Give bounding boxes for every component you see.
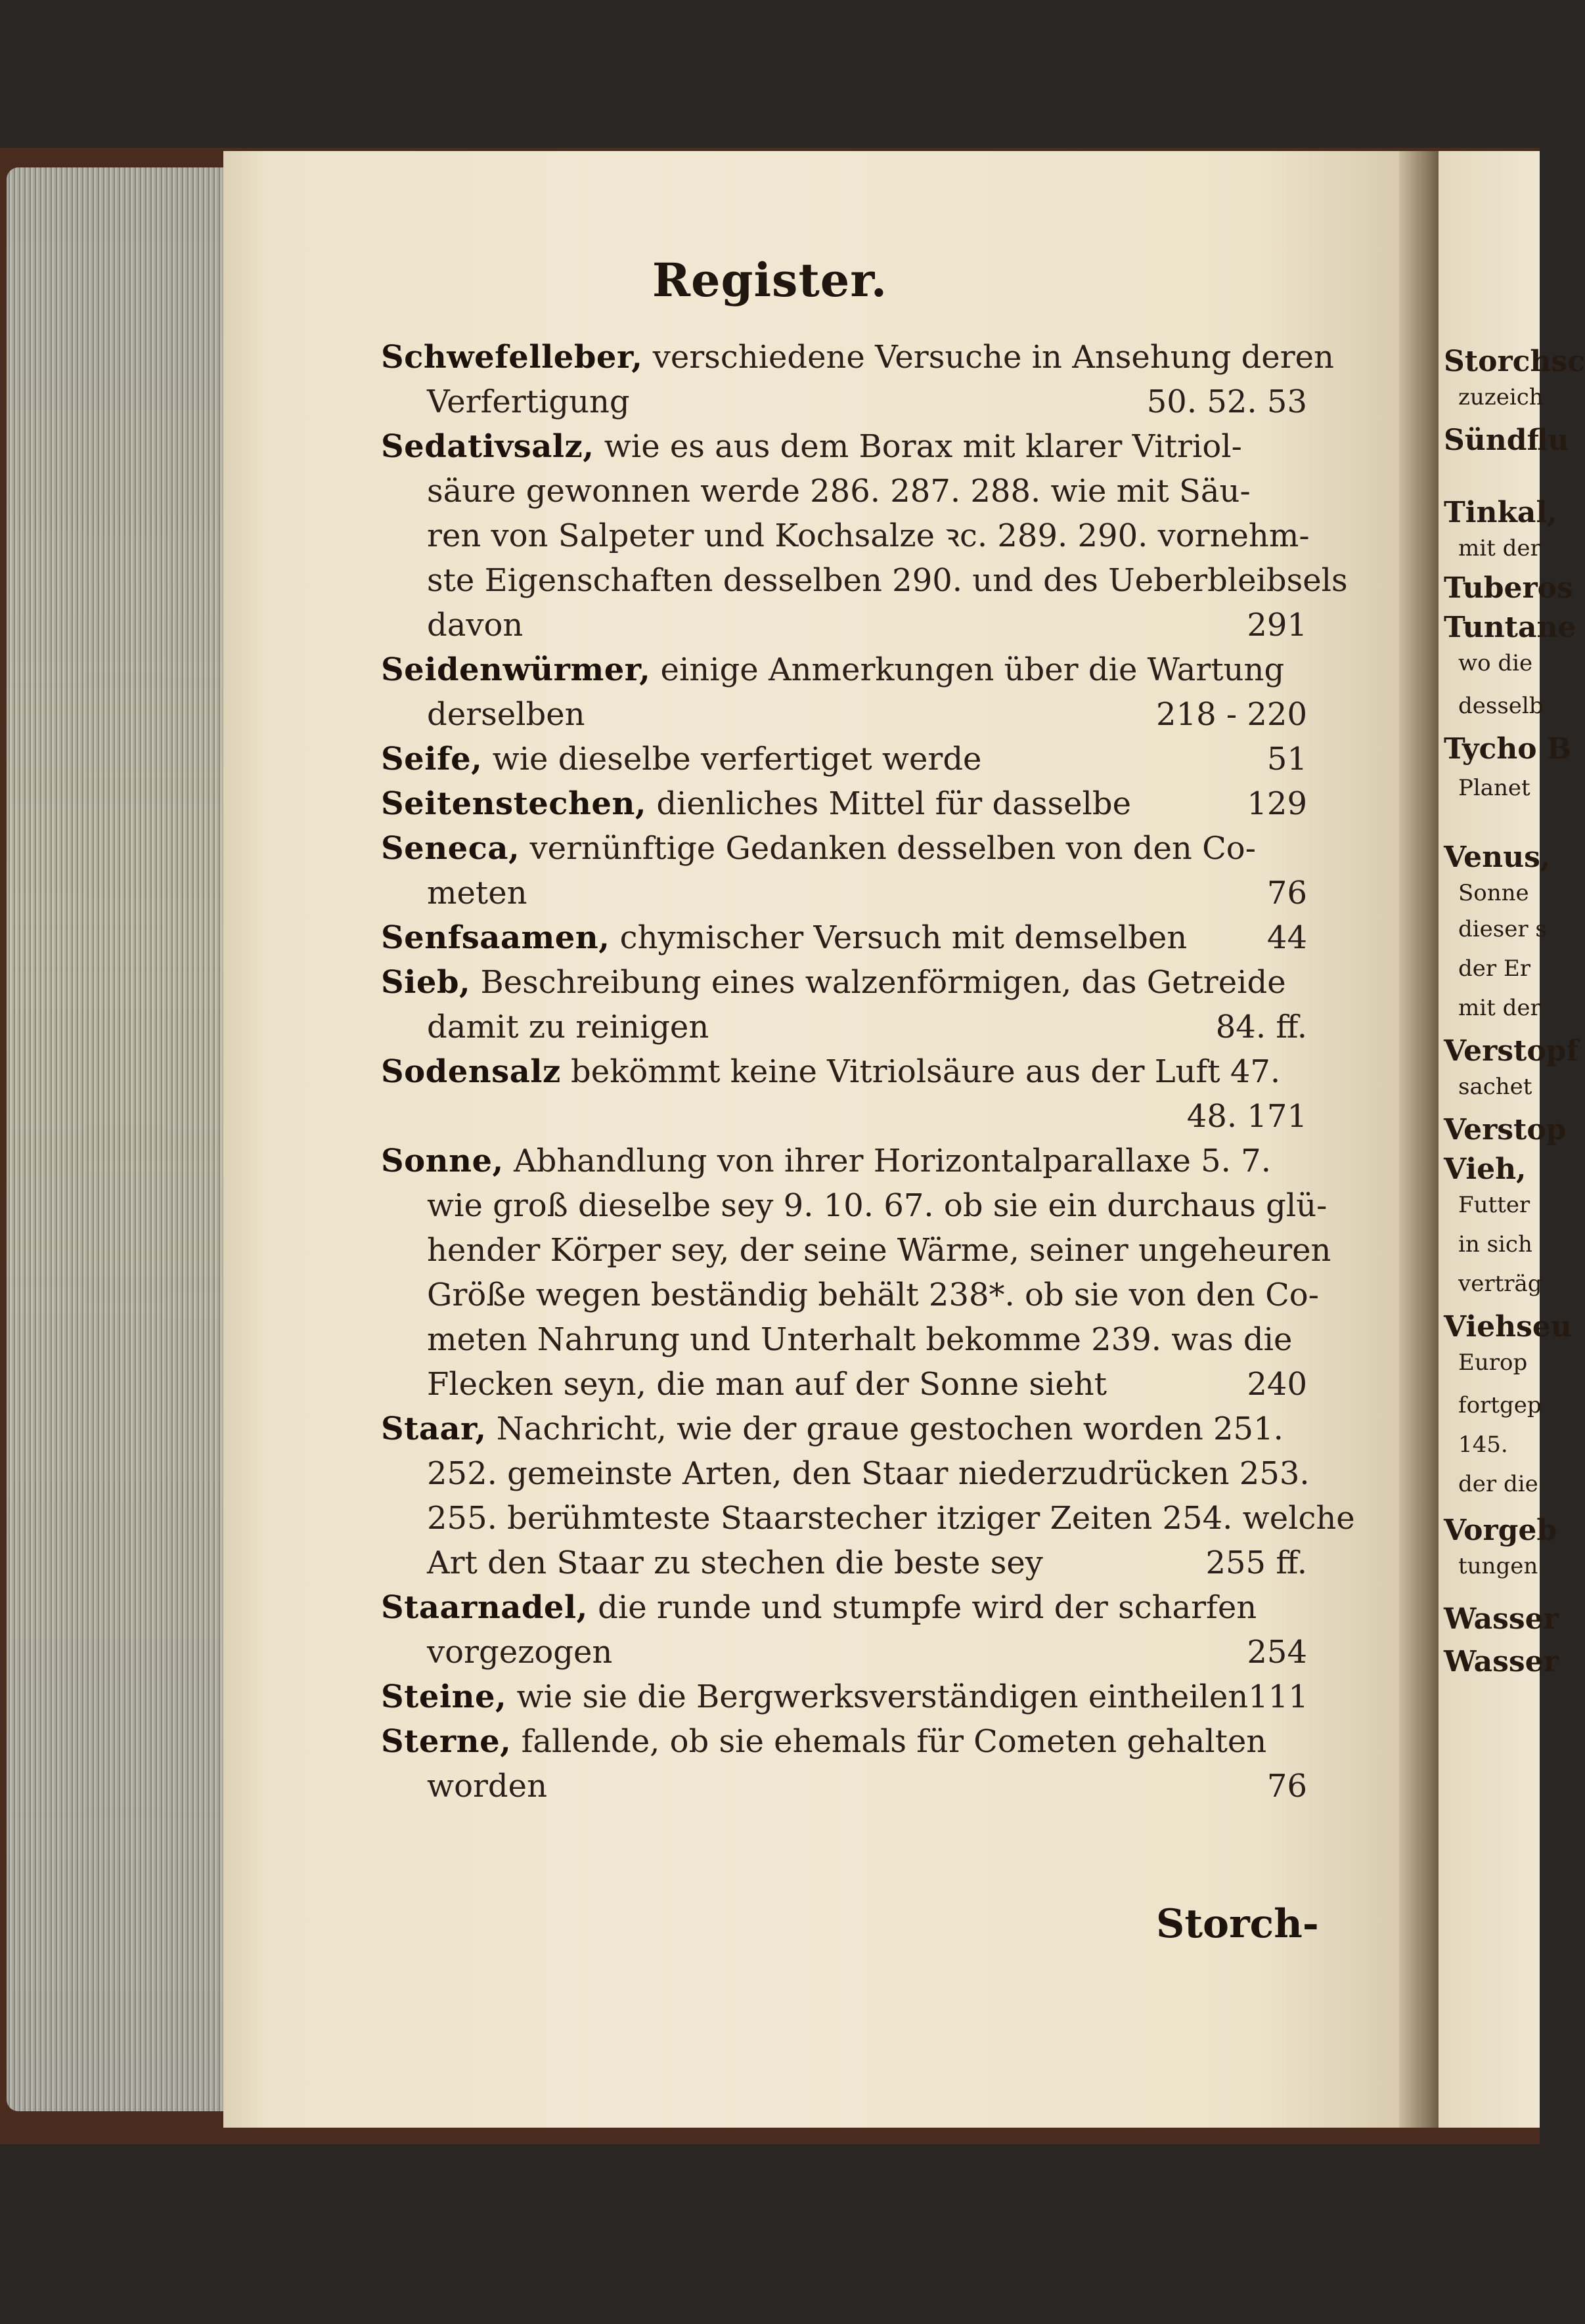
page-reference: 50. 52. 53	[1146, 384, 1307, 420]
register-entry	[381, 826, 1307, 915]
entry-line	[381, 469, 1307, 514]
entry-description: wie es aus dem Borax mit klarer Vitriol-	[594, 428, 1242, 465]
entry-line	[381, 1764, 1307, 1809]
page-reference: 240	[1247, 1366, 1307, 1403]
entry-description: Verfertigung	[427, 384, 630, 420]
facing-page-fragment: Tuntane	[1444, 611, 1576, 644]
entry-text	[381, 737, 981, 781]
entry-description: Beschreibung eines walzenförmigen, das Getreide	[470, 964, 1286, 1001]
facing-page-fragment: in sich	[1458, 1231, 1532, 1258]
entry-text	[381, 335, 1334, 380]
facing-page-fragment: mit der	[1458, 535, 1541, 561]
entry-description: meten Nahrung und Unterhalt bekomme 239. was die	[427, 1321, 1293, 1358]
facing-page-fragment: desselb	[1458, 693, 1544, 719]
page-reference: 44	[1266, 919, 1307, 956]
entry-text	[427, 1764, 547, 1809]
entry-text	[427, 558, 1348, 603]
entry-headword: Steine,	[381, 1678, 507, 1715]
facing-page-fragment: Viehseu	[1444, 1310, 1572, 1344]
register-entries	[381, 335, 1355, 1809]
entry-description: Nachricht, wie der graue gestochen worden 251.	[486, 1411, 1284, 1447]
register-entry	[381, 781, 1307, 826]
register-entry	[381, 647, 1307, 737]
entry-line	[381, 1049, 1307, 1094]
page-reference: 76	[1266, 875, 1307, 911]
entry-description: die runde und stumpfe wird der scharfen	[587, 1589, 1257, 1626]
facing-page-fragment: der die	[1458, 1471, 1538, 1497]
entry-text	[427, 1541, 1043, 1585]
register-entry	[381, 1049, 1307, 1139]
entry-description: ste Eigenschaften desselben 290. und des Ueberbleibsels	[427, 562, 1348, 599]
entry-text	[381, 781, 1131, 826]
facing-page-fragment: verträg	[1458, 1271, 1542, 1297]
entry-line	[381, 1228, 1331, 1273]
entry-description: vorgezogen	[427, 1634, 613, 1671]
entry-description: Abhandlung von ihrer Horizontalparallaxe 5. 7.	[503, 1143, 1271, 1179]
entry-description: 255. berühmteste Staarstecher itziger Zeiten 254. welche	[427, 1500, 1355, 1537]
register-entry	[381, 960, 1307, 1049]
page-reference: 76	[1266, 1768, 1307, 1805]
entry-description: säure gewonnen werde 286. 287. 288. wie mit Säu-	[427, 473, 1251, 510]
entry-headword: Schwefelleber,	[381, 339, 643, 376]
entry-description: Art den Staar zu stechen die beste sey	[427, 1545, 1043, 1581]
entry-description: vernünftige Gedanken desselben von den Co-	[520, 830, 1256, 867]
entry-description: fallende, ob sie ehemals für Cometen gehalten	[511, 1723, 1267, 1760]
entry-text	[381, 1585, 1257, 1630]
facing-page-fragment: Vieh,	[1444, 1152, 1527, 1186]
entry-description: ren von Salpeter und Kochsalze ꝛc. 289. 290. vornehm-	[427, 517, 1310, 554]
page-reference: 48. 171	[1186, 1098, 1307, 1135]
entry-text	[427, 1005, 709, 1049]
entry-description: wie sie die Bergwerksverständigen eintheilen	[506, 1678, 1249, 1715]
facing-page-fragment: Sündflu	[1444, 424, 1569, 457]
facing-page-fragment: der Er	[1458, 955, 1531, 982]
page-reference: 255 ff.	[1205, 1545, 1307, 1581]
entry-text	[381, 915, 1187, 960]
facing-page-fragment: tungen	[1458, 1553, 1538, 1579]
entry-text	[381, 1049, 1280, 1094]
facing-page-fragment: Storchsc	[1444, 345, 1585, 378]
entry-line	[381, 737, 1307, 781]
entry-text	[427, 1228, 1331, 1273]
entry-text	[427, 1630, 612, 1675]
entry-text	[381, 647, 1284, 692]
entry-text	[381, 960, 1286, 1005]
entry-line	[381, 424, 1307, 469]
entry-line	[381, 1407, 1307, 1451]
entry-line	[381, 514, 1310, 558]
entry-line	[381, 692, 1307, 737]
entry-text	[427, 514, 1310, 558]
entry-line	[381, 1005, 1307, 1049]
entry-line	[381, 826, 1307, 871]
entry-line	[381, 1675, 1307, 1719]
entry-headword: Seife,	[381, 741, 483, 778]
facing-page-fragment: Futter	[1458, 1192, 1530, 1218]
catchword: Storch-	[1156, 1901, 1319, 1947]
entry-line	[381, 1094, 1307, 1139]
entry-line	[381, 380, 1307, 424]
facing-page-fragment: Vorgeb	[1444, 1514, 1557, 1547]
entry-text	[381, 1675, 1248, 1719]
entry-line	[381, 558, 1348, 603]
facing-page-fragment: mit der	[1458, 995, 1541, 1021]
entry-text	[381, 1407, 1284, 1451]
entry-description: hender Körper sey, der seine Wärme, seiner ungeheuren	[427, 1232, 1331, 1269]
entry-description: meten	[427, 875, 527, 911]
entry-headword: Sonne,	[381, 1143, 504, 1179]
entry-headword: Seidenwürmer,	[381, 651, 651, 688]
entry-text	[427, 1317, 1292, 1362]
entry-line	[381, 1183, 1328, 1228]
entry-line	[381, 1451, 1310, 1496]
entry-description: 252. gemeinste Arten, den Staar niederzudrücken 253.	[427, 1455, 1310, 1492]
entry-line	[381, 1317, 1307, 1362]
entry-line	[381, 1585, 1307, 1630]
page-reference: 111	[1248, 1678, 1308, 1715]
entry-text	[427, 380, 630, 424]
facing-page-fragment: Verstop	[1444, 1113, 1567, 1147]
page-reference: 84. ff.	[1215, 1009, 1307, 1045]
entry-description: wie dieselbe verfertiget werde	[482, 741, 982, 778]
entry-line	[381, 1139, 1307, 1183]
entry-headword: Sedativsalz,	[381, 428, 594, 465]
page-reference: 218 - 220	[1156, 696, 1307, 733]
entry-text	[427, 1362, 1107, 1407]
entry-text	[427, 1183, 1327, 1228]
facing-page	[1439, 151, 1585, 2128]
page-title: Register.	[652, 253, 888, 307]
entry-line	[381, 603, 1307, 647]
facing-page-fragment: Verstopf	[1444, 1034, 1579, 1068]
entry-text	[427, 469, 1251, 514]
entry-headword: Seitenstechen,	[381, 785, 647, 822]
entry-description: Größe wegen beständig behält 238*. ob sie von den Co-	[427, 1277, 1319, 1313]
entry-line	[381, 1630, 1307, 1675]
entry-text	[427, 692, 585, 737]
entry-text	[381, 1139, 1271, 1183]
entry-text	[381, 424, 1242, 469]
entry-line	[381, 1719, 1307, 1764]
entry-description: worden	[427, 1768, 547, 1805]
register-entry	[381, 915, 1307, 960]
entry-line	[381, 335, 1334, 380]
entry-description: Flecken seyn, die man auf der Sonne sieht	[427, 1366, 1107, 1403]
page-reference: 129	[1247, 785, 1307, 822]
facing-page-fragment: Wasser	[1444, 1602, 1559, 1636]
register-entry	[381, 335, 1334, 424]
facing-page-fragment: Tinkal,	[1444, 496, 1557, 529]
entry-headword: Sterne,	[381, 1723, 512, 1760]
facing-page-fragment: sachet	[1458, 1074, 1532, 1100]
entry-headword: Sodensalz	[381, 1053, 561, 1090]
register-entry	[381, 1675, 1307, 1719]
entry-description: bekömmt keine Vitriolsäure aus der Luft 47.	[560, 1053, 1281, 1090]
entry-line	[381, 647, 1307, 692]
entry-line	[381, 781, 1307, 826]
entry-text	[427, 603, 523, 647]
entry-text	[427, 871, 527, 915]
register-entry	[381, 424, 1348, 647]
facing-page-fragment: zuzeich	[1458, 384, 1544, 410]
facing-page-fragment: wo die	[1458, 650, 1533, 676]
facing-page-fragment: Planet	[1458, 775, 1530, 801]
entry-description: einige Anmerkungen über die Wartung	[650, 651, 1285, 688]
page-edges	[7, 167, 223, 2111]
entry-description: wie groß dieselbe sey 9. 10. 67. ob sie ein durchaus glü-	[427, 1187, 1328, 1224]
page-reference: 51	[1266, 741, 1307, 778]
entry-description: derselben	[427, 696, 585, 733]
facing-page-fragment: Tuberos	[1444, 571, 1573, 605]
register-entry	[381, 1407, 1355, 1585]
entry-line	[381, 915, 1307, 960]
entry-text	[381, 1719, 1266, 1764]
facing-page-fragment: Europ	[1458, 1349, 1528, 1376]
entry-description: damit zu reinigen	[427, 1009, 709, 1045]
entry-headword: Sieb,	[381, 964, 471, 1001]
facing-page-fragment: Wasser	[1444, 1645, 1559, 1678]
register-entry	[381, 737, 1307, 781]
entry-text	[427, 1451, 1310, 1496]
entry-headword: Staar,	[381, 1411, 487, 1447]
register-entry	[381, 1139, 1331, 1407]
entry-headword: Seneca,	[381, 830, 520, 867]
page-reference: 254	[1247, 1634, 1307, 1671]
entry-line	[381, 871, 1307, 915]
entry-description: davon	[427, 607, 524, 644]
entry-line	[381, 1541, 1307, 1585]
entry-text	[427, 1273, 1319, 1317]
register-entry	[381, 1719, 1307, 1809]
entry-description: verschiedene Versuche in Ansehung deren	[642, 339, 1334, 376]
entry-description: dienliches Mittel für dasselbe	[646, 785, 1131, 822]
entry-description: chymischer Versuch mit demselben	[610, 919, 1188, 956]
facing-page-fragment: Sonne	[1458, 880, 1529, 906]
facing-page-fragment: Venus,	[1444, 841, 1551, 874]
entry-text	[381, 826, 1256, 871]
entry-line	[381, 1362, 1307, 1407]
entry-line	[381, 1496, 1355, 1541]
facing-page-fragment: dieser s	[1458, 916, 1547, 942]
facing-page-fragment: 145.	[1458, 1432, 1508, 1458]
entry-line	[381, 960, 1307, 1005]
register-entry	[381, 1585, 1307, 1675]
entry-headword: Senfsaamen,	[381, 919, 610, 956]
entry-text	[427, 1496, 1355, 1541]
page-reference: 291	[1247, 607, 1307, 644]
entry-line	[381, 1273, 1319, 1317]
facing-page-fragment: Tycho B	[1444, 732, 1572, 766]
facing-page-fragment: fortgep	[1458, 1392, 1542, 1418]
entry-headword: Staarnadel,	[381, 1589, 588, 1626]
